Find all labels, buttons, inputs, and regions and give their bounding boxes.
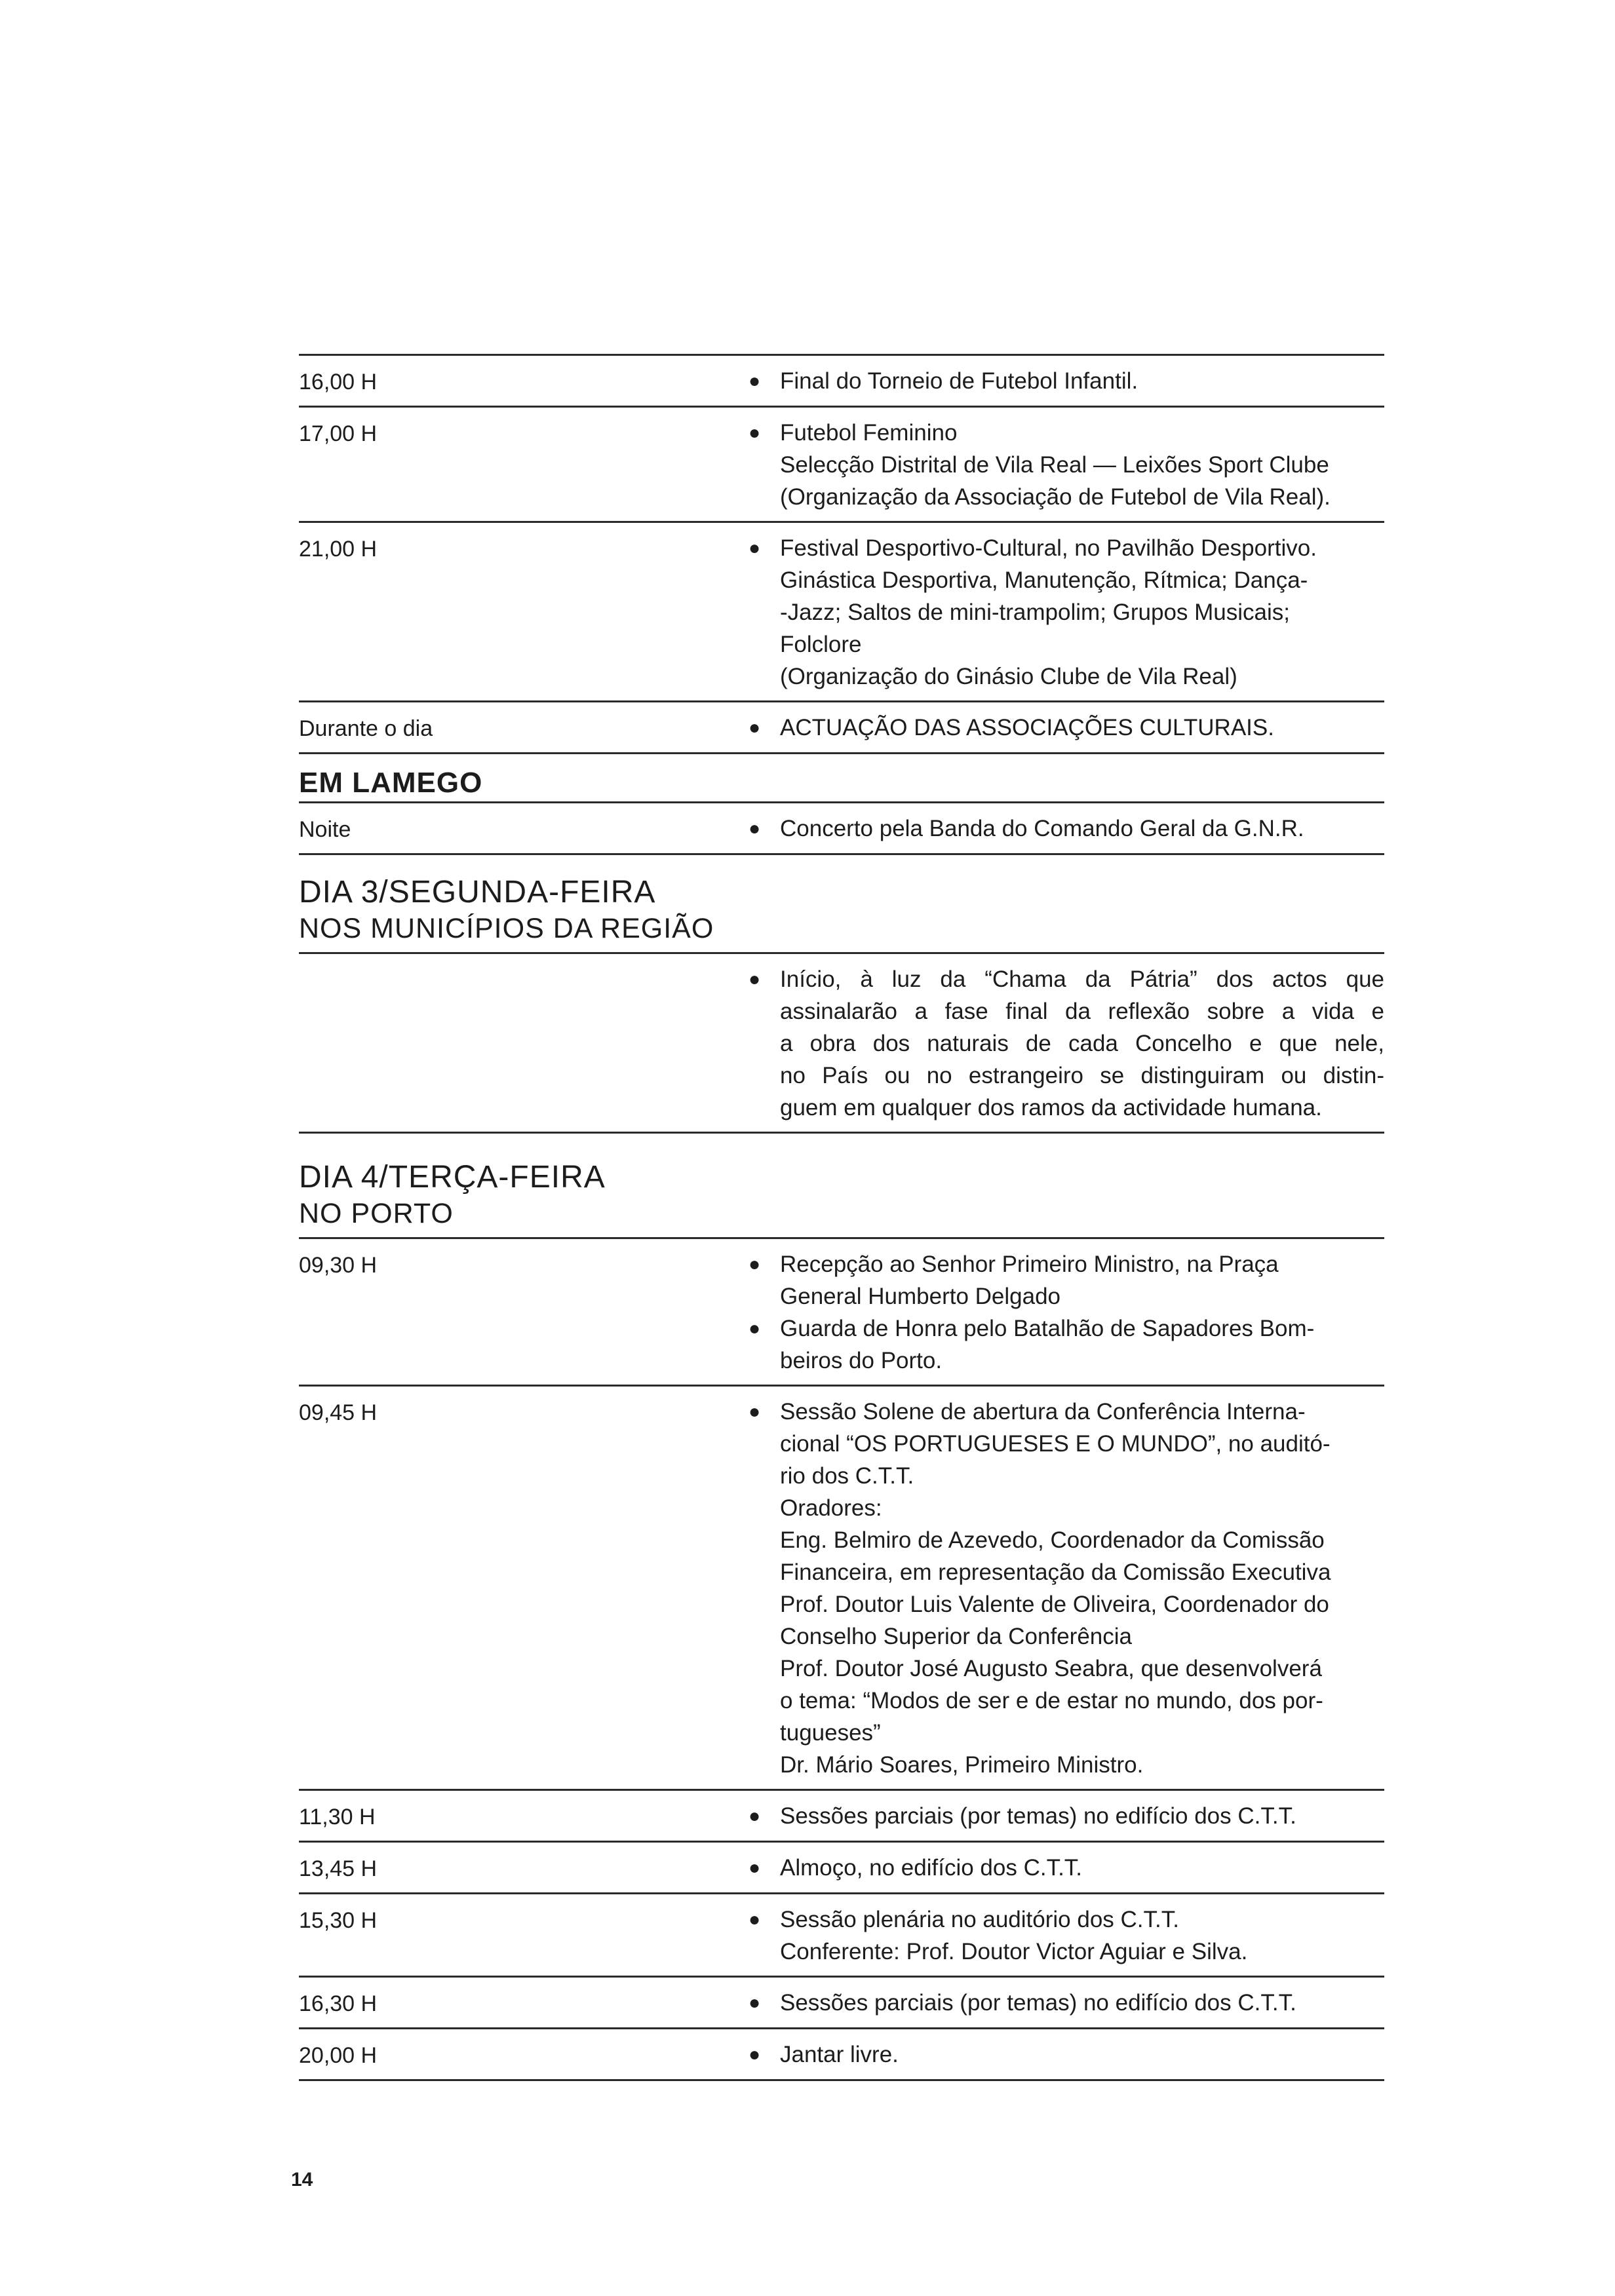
schedule-row [299, 1976, 1384, 2027]
event-line: Sessão Solene de abertura da Conferência Interna- [780, 1399, 1306, 1425]
bullet-icon: ● [749, 1253, 761, 1275]
event-line: Selecção Distrital de Vila Real — Leixões Sport Clube [780, 452, 1329, 478]
time-label [299, 963, 743, 1124]
schedule-row [299, 521, 1384, 700]
event-list [743, 1248, 1384, 1377]
event-line: Conferente: Prof. Doutor Victor Aguiar e Silva. [780, 1939, 1248, 1964]
event-item [743, 1396, 1384, 1781]
event-list [743, 365, 1384, 398]
event-line: Dr. Mário Soares, Primeiro Ministro. [780, 1752, 1144, 1778]
event-list [743, 1852, 1384, 1885]
event-item [743, 813, 1384, 845]
event-item [743, 712, 1384, 744]
schedule-row [299, 406, 1384, 521]
lamego-heading: EM LAMEGO [299, 767, 483, 799]
schedule-row [299, 1892, 1384, 1976]
bullet-icon: ● [749, 1992, 761, 2014]
event-line: a obra dos naturais de cada Concelho e que nele, [780, 1031, 1384, 1056]
schedule-row [299, 1789, 1384, 1841]
schedule-row [299, 2027, 1384, 2081]
bullet-icon: ● [749, 1401, 761, 1423]
day3-heading: DIA 3/SEGUNDA-FEIRA [299, 875, 656, 909]
time-label: 09,45 H [299, 1400, 378, 1425]
event-list [743, 1904, 1384, 1968]
bullet-icon: ● [749, 370, 761, 392]
event-list [743, 417, 1384, 513]
event-line: Financeira, em representação da Comissão Executiva [780, 1559, 1331, 1585]
bullet-icon: ● [749, 968, 761, 990]
day3-subheading: NOS MUNICÍPIOS DA REGIÃO [299, 913, 714, 944]
event-line: Oradores: [780, 1495, 882, 1521]
event-line: -Jazz; Saltos de mini-trampolim; Grupos Musicais; [780, 600, 1290, 625]
time-label: 17,00 H [299, 421, 378, 446]
event-line: cional “OS PORTUGUESES E O MUNDO”, no auditó- [780, 1431, 1331, 1457]
day3-row [299, 952, 1384, 1134]
bullet-icon: ● [749, 1857, 761, 1879]
event-list [743, 532, 1384, 693]
bullet-icon: ● [749, 1909, 761, 1930]
schedule-row [299, 700, 1384, 754]
time-label: 11,30 H [299, 1805, 376, 1829]
event-line: Futebol Feminino [780, 420, 958, 446]
event-item [743, 1852, 1384, 1884]
event-line: Sessões parciais (por temas) no edifício dos C.T.T. [780, 1990, 1296, 2016]
event-line: Sessões parciais (por temas) no edifício dos C.T.T. [780, 1803, 1296, 1829]
bullet-icon: ● [749, 1805, 761, 1827]
event-item [743, 1248, 1384, 1312]
time-label: 16,30 H [299, 1991, 378, 2016]
day4-blocks [299, 1237, 1384, 2081]
event-item [743, 1987, 1384, 2019]
event-item [743, 963, 1384, 1124]
event-list [743, 712, 1384, 744]
event-item [743, 532, 1384, 693]
bullet-icon: ● [749, 422, 761, 444]
time-label: 21,00 H [299, 537, 378, 562]
event-item [743, 1800, 1384, 1832]
event-line: Prof. Doutor José Augusto Seabra, que desenvolverá [780, 1656, 1322, 1681]
event-line: Recepção ao Senhor Primeiro Ministro, na Praça [780, 1252, 1279, 1277]
event-line: Jantar livre. [780, 2042, 899, 2067]
event-list [743, 963, 1384, 1124]
event-line: Guarda de Honra pelo Batalhão de Sapadores Bom- [780, 1316, 1315, 1341]
event-line: Almoço, no edifício dos C.T.T. [780, 1855, 1083, 1881]
schedule-row [299, 1385, 1384, 1789]
time-label: Noite [299, 817, 351, 842]
event-line: General Humberto Delgado [780, 1284, 1061, 1309]
event-line: guem em qualquer dos ramos da actividade humana. [780, 1095, 1322, 1120]
event-line: Folclore [780, 632, 862, 657]
event-line: rio dos C.T.T. [780, 1463, 914, 1489]
event-line: Eng. Belmiro de Azevedo, Coordenador da Comissão [780, 1527, 1325, 1553]
event-list [743, 1987, 1384, 2019]
event-item [743, 417, 1384, 513]
event-line: Sessão plenária no auditório dos C.T.T. [780, 1907, 1179, 1932]
event-item [743, 1312, 1384, 1377]
bullet-icon: ● [749, 2044, 761, 2065]
bullet-icon: ● [749, 818, 761, 839]
time-label: 20,00 H [299, 2043, 378, 2068]
event-item [743, 2038, 1384, 2071]
event-line: (Organização da Associação de Futebol de Vila Real). [780, 484, 1331, 510]
schedule [299, 354, 1384, 2081]
event-item [743, 365, 1384, 397]
bullet-icon: ● [749, 1318, 761, 1339]
schedule-row [299, 1841, 1384, 1892]
page-number: 14 [291, 2169, 313, 2191]
bullet-icon: ● [749, 717, 761, 738]
time-label: 15,30 H [299, 1908, 378, 1933]
event-list [743, 1396, 1384, 1781]
event-line: Conselho Superior da Conferência [780, 1624, 1132, 1649]
event-line: Início, à luz da “Chama da Pátria” dos actos que [780, 966, 1384, 992]
event-line: tugueses” [780, 1720, 881, 1746]
event-list [743, 813, 1384, 845]
event-list [743, 1800, 1384, 1833]
event-line: Concerto pela Banda do Comando Geral da G.N.R. [780, 816, 1304, 841]
event-line: ACTUAÇÃO DAS ASSOCIAÇÕES CULTURAIS. [780, 715, 1274, 740]
schedule-row [299, 354, 1384, 406]
event-line: Final do Torneio de Futebol Infantil. [780, 368, 1138, 394]
event-line: assinalarão a fase final da reflexão sobre a vida e [780, 999, 1384, 1024]
time-label: 16,00 H [299, 370, 378, 394]
time-label: Durante o dia [299, 716, 433, 741]
lamego-row [299, 801, 1384, 855]
event-line: beiros do Porto. [780, 1348, 943, 1373]
event-line: no País ou no estrangeiro se distinguiram ou distin- [780, 1063, 1384, 1088]
event-line: (Organização do Ginásio Clube de Vila Real) [780, 664, 1237, 689]
schedule-row [299, 1237, 1384, 1385]
day4-heading: DIA 4/TERÇA-FEIRA [299, 1160, 606, 1195]
event-item [743, 1904, 1384, 1968]
event-line: Festival Desportivo-Cultural, no Pavilhão Desportivo. [780, 535, 1317, 561]
day4-subheading: NO PORTO [299, 1198, 454, 1229]
bullet-icon: ● [749, 537, 761, 559]
event-list [743, 2038, 1384, 2071]
time-label: 09,30 H [299, 1253, 378, 1278]
event-line: Ginástica Desportiva, Manutenção, Rítmica; Dança- [780, 567, 1308, 593]
day2-blocks [299, 354, 1384, 754]
event-line: o tema: “Modos de ser e de estar no mundo, dos por- [780, 1688, 1323, 1713]
event-line: Prof. Doutor Luis Valente de Oliveira, Coordenador do [780, 1592, 1329, 1617]
time-label: 13,45 H [299, 1856, 378, 1881]
